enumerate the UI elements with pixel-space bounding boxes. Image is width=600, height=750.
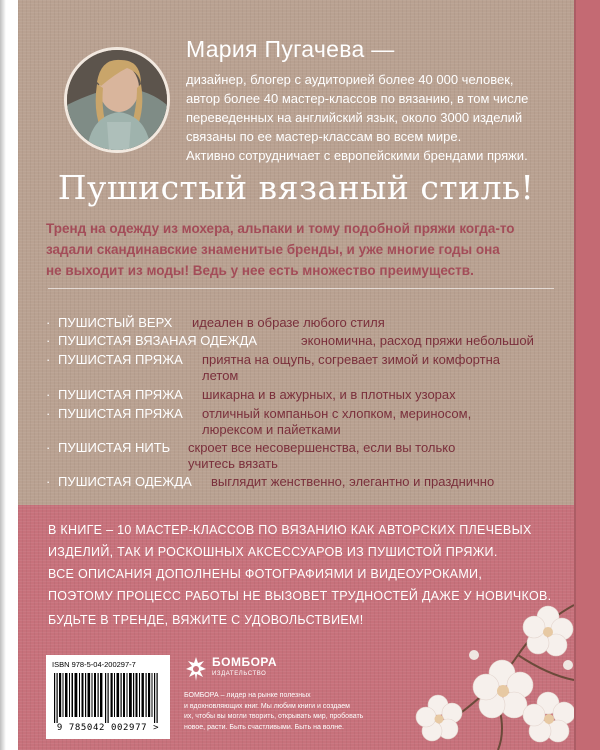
bombora-logo-icon [184, 655, 208, 683]
intro-paragraph [46, 218, 556, 281]
spine-edge [574, 0, 576, 750]
description-line: ИЗДЕЛИЙ, ТАК И РОСКОШНЫХ АКСЕССУАРОВ ИЗ ПУШИСТОЙ ПРЯЖИ. [48, 545, 498, 559]
author-photo [64, 47, 170, 153]
publisher-desc-line: новое, расти. Быть счастливыми. Быть на волне. [184, 723, 344, 731]
publisher-description [184, 691, 384, 733]
intro-line: не выходит из моды! Ведь у нее есть множество преимуществ. [46, 263, 474, 278]
feature-key: ПУШИСТАЯ ВЯЗАНАЯ ОДЕЖДА [58, 333, 257, 348]
isbn-barcode-box [46, 655, 170, 739]
bullet-icon: · [46, 315, 51, 330]
bio-line: переведенных на английский язык, около 3000 изделий [186, 110, 523, 125]
intro-line: задали скандинавские знаменитые бренды, и уже многие годы она [46, 242, 500, 257]
description-line: ПОЭТОМУ ПРОЦЕСС РАБОТЫ НЕ ВЫЗОВЕТ ТРУДНОСТЕЙ ДАЖЕ У НОВИЧКОВ. [48, 589, 552, 603]
intro-line: Тренд на одежду из мохера, альпаки и тому подобной пряжи когда-то [46, 221, 515, 236]
publisher-desc-line: БОМБОРА – лидер на рынке полезных [184, 692, 311, 699]
lower-panel [18, 505, 574, 750]
isbn-label: ISBN 978-5-04-200297-7 [52, 660, 136, 669]
headline: Пушистый вязаный стиль! [57, 168, 535, 207]
publisher-name: БОМБОРА [212, 655, 278, 669]
feature-desc: приятна на ощупь, согревает зимой и комфортна [202, 352, 500, 367]
bio-line: дизайнер, блогер с аудиторией более 40 000 человек, [186, 72, 514, 87]
barcode-digits: 9 785042 002977 > [56, 723, 160, 733]
feature-desc: учитесь вязать [188, 456, 278, 471]
bio-line: автор более 40 мастер-классов по вязанию, в том числе [186, 91, 529, 106]
feature-desc: люрексом и пайетками [202, 422, 341, 437]
bullet-icon: · [46, 474, 51, 489]
feature-key: ПУШИСТАЯ ПРЯЖА [58, 406, 183, 421]
description-line: ВСЕ ОПИСАНИЯ ДОПОЛНЕНЫ ФОТОГРАФИЯМИ И ВИДЕОУРОКАМИ, [48, 567, 483, 581]
bullet-icon: · [46, 406, 51, 421]
publisher-subtitle: ИЗДАТЕЛЬСТВО [212, 671, 267, 677]
feature-key: ПУШИСТАЯ ПРЯЖА [58, 387, 183, 402]
feature-desc: выглядит женственно, элегантно и празднично [211, 474, 495, 489]
feature-desc: летом [202, 368, 239, 383]
bullet-icon: · [46, 352, 51, 367]
cover-edge-shadow [0, 0, 6, 750]
section-divider [48, 288, 554, 289]
flower-illustration [398, 585, 574, 750]
publisher-desc-line: и вдохновляющих книг. Мы любим книги и создаем [184, 702, 350, 710]
bio-line: связаны по ее мастер-классам во всем мире. [186, 129, 462, 144]
author-name: Мария Пугачева — [186, 36, 395, 62]
feature-key: ПУШИСТЫЙ ВЕРХ [58, 315, 173, 330]
author-bio [186, 70, 529, 165]
feature-key: ПУШИСТАЯ НИТЬ [58, 440, 171, 455]
bullet-icon: · [46, 387, 51, 402]
bullet-icon: · [46, 440, 51, 455]
book-spine [574, 0, 600, 750]
bullet-icon: · [46, 333, 51, 348]
feature-key: ПУШИСТАЯ ОДЕЖДА [58, 474, 192, 489]
slogan: БУДЬТЕ В ТРЕНДЕ, ВЯЖИТЕ С УДОВОЛЬСТВИЕМ! [48, 613, 364, 627]
bio-line: Активно сотрудничает с европейскими брендами пряжи. [186, 148, 528, 163]
feature-desc: идеален в образе любого стиля [192, 315, 385, 330]
feature-desc: шикарна и в ажурных, и в плотных узорах [202, 387, 456, 402]
feature-key: ПУШИСТАЯ ПРЯЖА [58, 352, 183, 367]
description-line: В КНИГЕ – 10 МАСТЕР-КЛАССОВ ПО ВЯЗАНИЮ КАК АВТОРСКИХ ПЛЕЧЕВЫХ [48, 523, 532, 537]
feature-desc: скроет все несовершенства, если вы только [188, 440, 456, 455]
feature-desc: отличный компаньон с хлопком, мериносом, [202, 406, 472, 421]
upper-panel [18, 0, 574, 505]
barcode-icon [52, 673, 164, 723]
publisher-desc-line: их, чтобы вы могли творить, открывать мир, пробовать [184, 713, 364, 720]
feature-desc: экономична, расход пряжи небольшой [301, 333, 534, 348]
